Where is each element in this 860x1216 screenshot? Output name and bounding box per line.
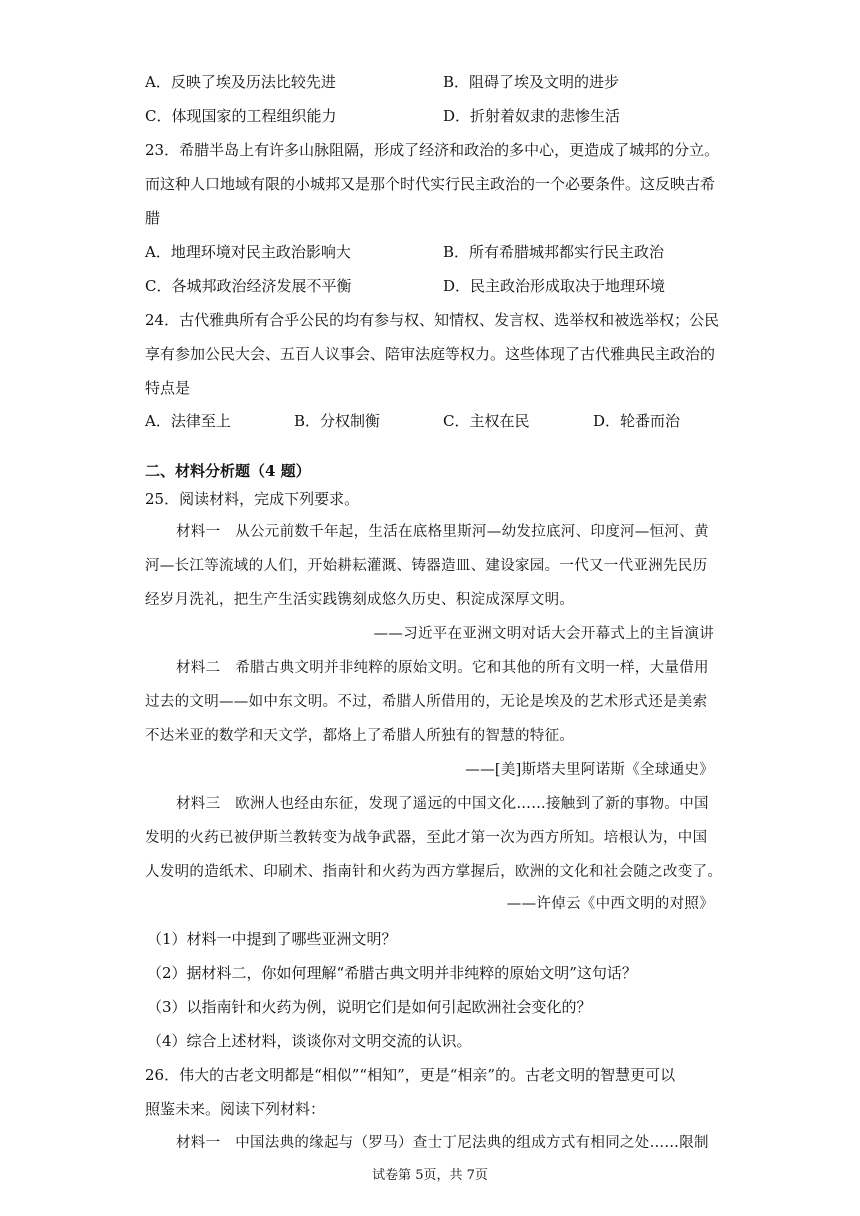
- q23-option-a: A．地理环境对民主政治影响大: [145, 243, 351, 261]
- q25-material-2-line: 过去的文明——如中东文明。不过，希腊人所借用的，无论是埃及的艺术形式还是美索: [145, 694, 708, 710]
- q24-option-a: A．法律至上: [145, 412, 231, 430]
- q22-option-b: B．阻碍了埃及文明的进步: [443, 73, 620, 91]
- q23-option-d: D．民主政治形成取决于地理环境: [443, 277, 666, 295]
- q25-subquestion: （2）据材料二，你如何理解“希腊古典文明并非纯粹的原始文明”这句话？: [147, 964, 637, 982]
- q25-intro: 25．阅读材料，完成下列要求。: [145, 490, 360, 508]
- page-footer: 试卷第 5页，共 7页: [372, 1168, 488, 1183]
- q24-option-d: D．轮番而治: [593, 412, 681, 430]
- q24-option-c: C．主权在民: [443, 412, 530, 430]
- q25-material-1-line: 经岁月洗礼，把生产生活实践镌刻成悠久历史、积淀成深厚文明。: [145, 592, 575, 608]
- q25-material-3-source: ——许倬云《中西文明的对照》: [506, 896, 714, 912]
- q23-stem-line: 腊: [145, 209, 161, 227]
- section-title: 二、材料分析题（4 题）: [145, 462, 311, 480]
- q24-stem-line: 24．古代雅典所有合乎公民的均有参与权、知情权、发言权、选举权和被选举权；公民: [145, 311, 720, 329]
- q23-option-b: B．所有希腊城邦都实行民主政治: [443, 243, 665, 261]
- q26-material-1-line: 材料一 中国法典的缘起与（罗马）查士丁尼法典的组成方式有相同之处……限制: [176, 1135, 709, 1151]
- q23-stem-line: 23．希腊半岛上有许多山脉阻隔，形成了经济和政治的多中心，更造成了城邦的分立。: [145, 141, 720, 159]
- q23-stem-line: 而这种人口地域有限的小城邦又是那个时代实行民主政治的一个必要条件。这反映古希: [145, 175, 716, 193]
- q25-material-2-line: 材料二 希腊古典文明并非纯粹的原始文明。它和其他的所有文明一样，大量借用: [176, 660, 709, 676]
- q25-subquestion: （4）综合上述材料，谈谈你对文明交流的认识。: [147, 1032, 472, 1050]
- q24-stem-line: 享有参加公民大会、五百人议事会、陪审法庭等权力。这些体现了古代雅典民主政治的: [145, 345, 716, 363]
- q25-material-3-line: 材料三 欧洲人也经由东征，发现了遥远的中国文化……接触到了新的事物。中国: [176, 796, 709, 812]
- q22-option-d: D．折射着奴隶的悲惨生活: [443, 107, 621, 125]
- q25-material-3-line: 发明的火药已被伊斯兰教转变为战争武器，至此才第一次为西方所知。培根认为，中国: [145, 830, 708, 846]
- q25-material-1-source: ——习近平在亚洲文明对话大会开幕式上的主旨演讲: [373, 626, 714, 642]
- q22-option-a: A．反映了埃及历法比较先进: [145, 73, 336, 91]
- q25-subquestion: （3）以指南针和火药为例，说明它们是如何引起欧洲社会变化的？: [147, 998, 592, 1016]
- q25-material-2-line: 不达米亚的数学和天文学，都烙上了希腊人所独有的智慧的特征。: [145, 728, 575, 744]
- q25-subquestion: （1）材料一中提到了哪些亚洲文明？: [147, 930, 397, 948]
- q25-material-1-line: 材料一 从公元前数千年起，生活在底格里斯河—幼发拉底河、印度河—恒河、黄: [176, 524, 709, 540]
- q22-option-c: C．体现国家的工程组织能力: [145, 107, 337, 125]
- q25-material-1-line: 河—长江等流域的人们，开始耕耘灌溉、铸器造皿、建设家园。一代又一代亚洲先民历: [145, 558, 708, 574]
- q25-material-3-line: 人发明的造纸术、印刷术、指南针和火药为西方掌握后，欧洲的文化和社会随之改变了。: [145, 864, 723, 880]
- q24-stem-line: 特点是: [145, 379, 191, 397]
- q25-material-2-source: ——[美]斯塔夫里阿诺斯《全球通史》: [465, 762, 714, 778]
- q26-stem-line: 照鉴未来。阅读下列材料：: [145, 1100, 326, 1118]
- q24-option-b: B．分权制衡: [294, 412, 381, 430]
- q23-option-c: C．各城邦政治经济发展不平衡: [145, 277, 352, 295]
- q26-stem-line: 26．伟大的古老文明都是“相似”“相知”，更是“相亲”的。古老文明的智慧更可以: [145, 1066, 676, 1084]
